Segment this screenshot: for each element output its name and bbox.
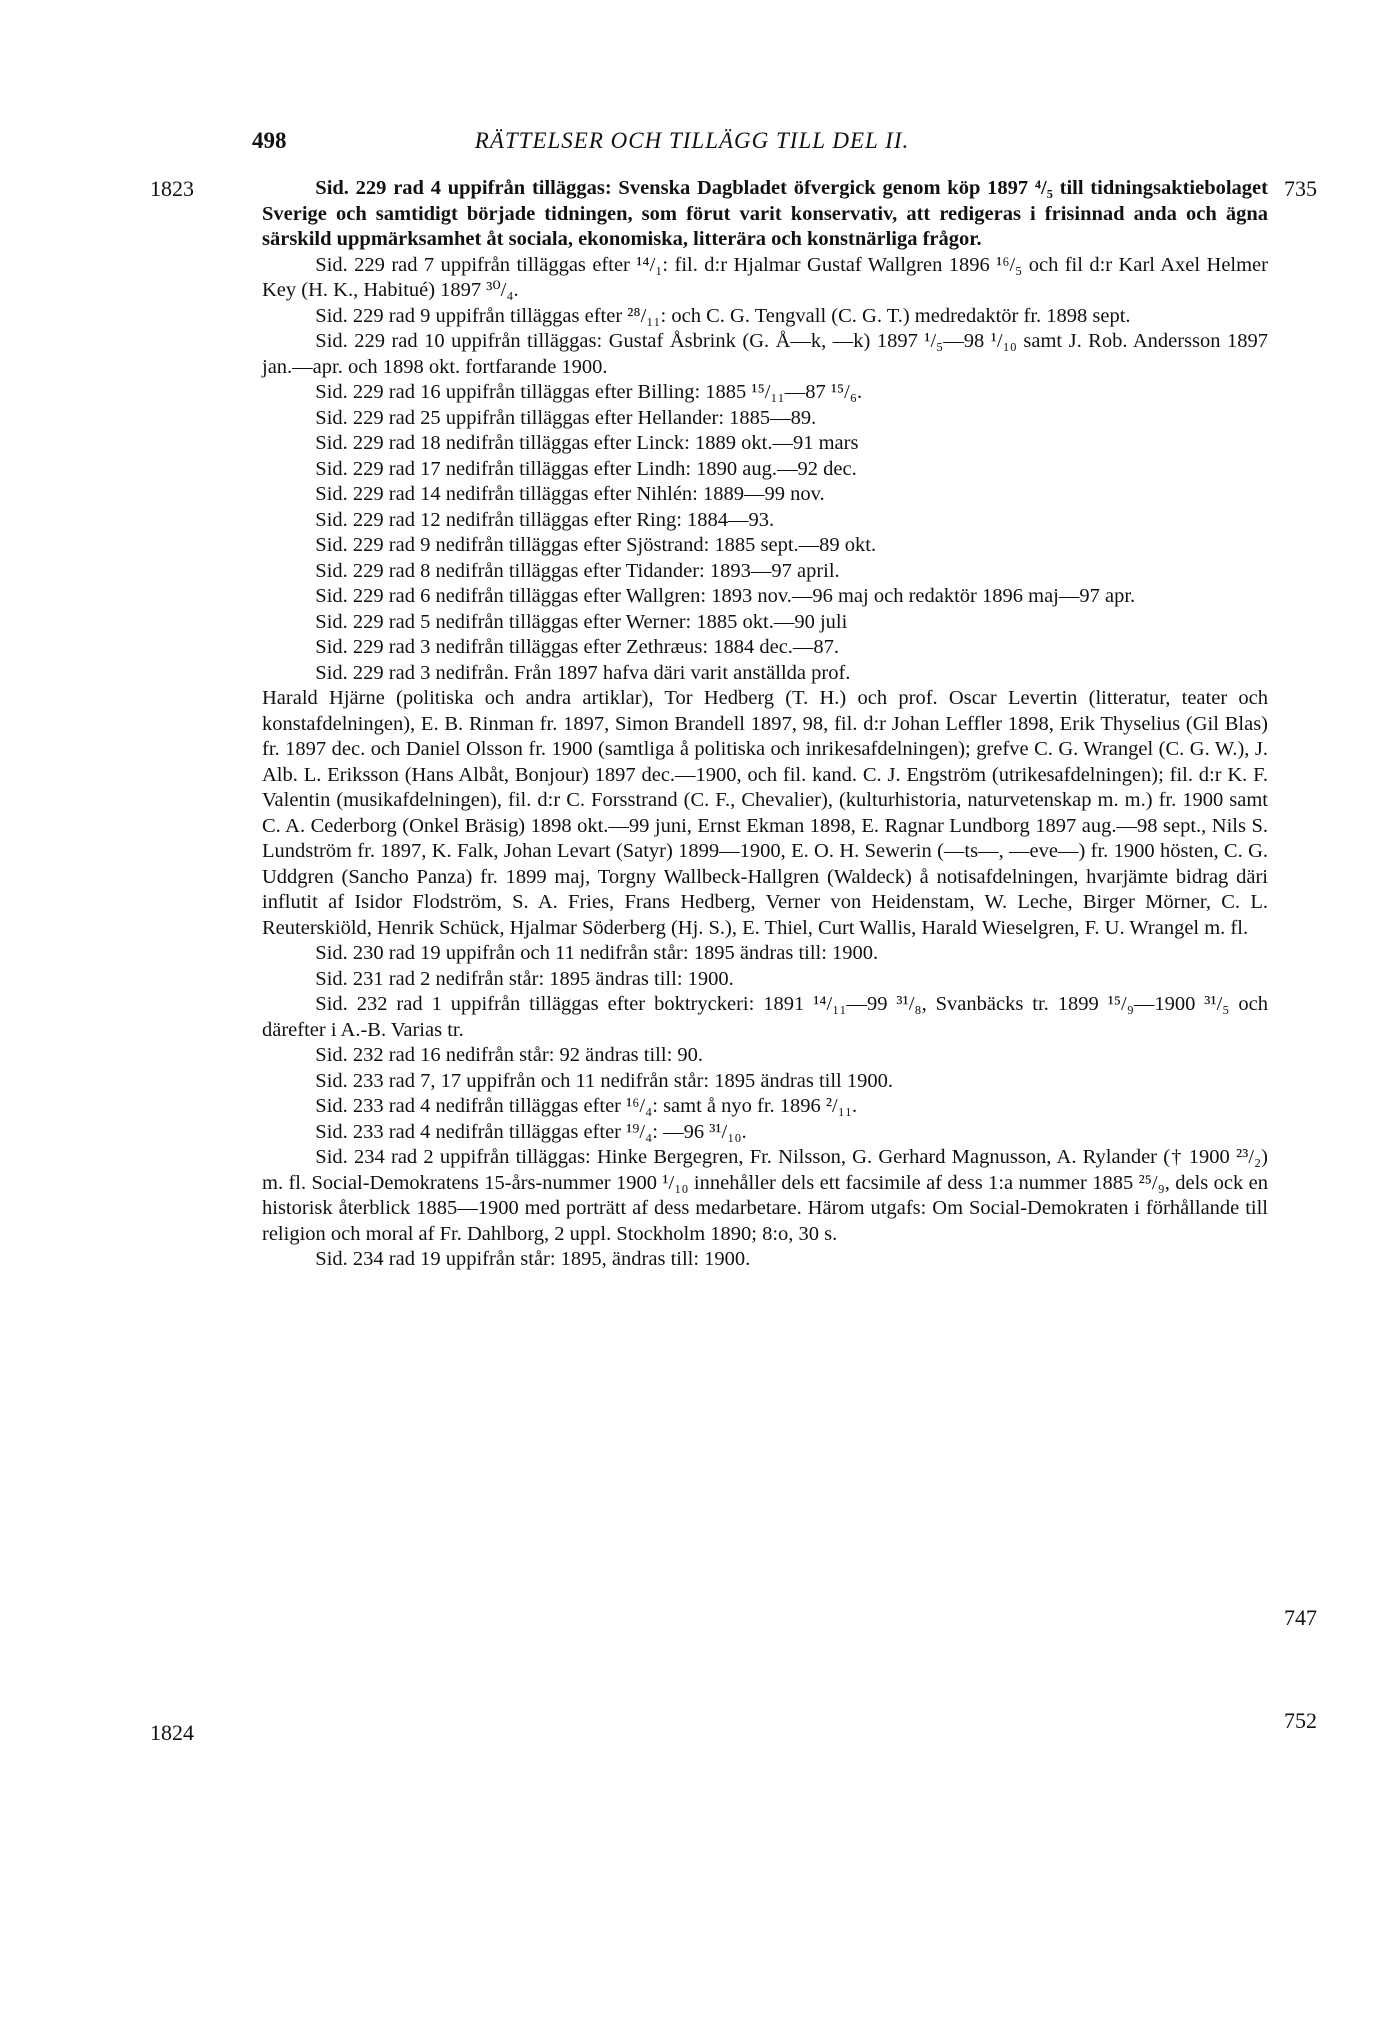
paragraph: Sid. 229 rad 16 uppifrån tilläggas efter Billing: 1885 ¹⁵/₁₁—87 ¹⁵/₆. <box>315 381 863 403</box>
paragraph: Sid. 232 rad 1 uppifrån tilläggas efter boktryckeri: 1891 ¹⁴/₁₁—99 ³¹/₈, Svanbäcks tr. 1899 ¹⁵/₉—1900 ³¹/₅ och därefter i A.-B. Varias tr. <box>262 993 1268 1041</box>
paragraph: Sid. 229 rad 10 uppifrån tilläggas: Gustaf Åsbrink (G. Å—k, —k) 1897 ¹/₅—98 ¹/₁₀ samt J. Rob. Andersson 1897 jan.—apr. och 1898 okt. fortfarande 1900. <box>262 330 1268 378</box>
paragraph: Sid. 229 rad 3 nedifrån. Från 1897 hafva däri varit anställda prof. <box>315 661 851 684</box>
paragraph: Sid. 233 rad 4 nedifrån tilläggas efter ¹⁹/₄: —96 ³¹/₁₀. <box>315 1120 747 1143</box>
page-number: 498 <box>252 128 287 153</box>
margin-year-1824: 1824 <box>150 1720 194 1745</box>
running-title: RÄTTELSER OCH TILLÄGG TILL DEL II. <box>474 128 910 153</box>
paragraph: Sid. 234 rad 2 uppifrån tilläggas: Hinke Bergegren, Fr. Nilsson, G. Gerhard Magnusson, A. Rylander († 1900 ²³/₂) m. fl. Social-Demokratens 15-års-nummer 1900 ¹/₁₀ innehåller dels ett facsimile af dess 1:a nummer 1885 ²⁵/₉, dels ock en historisk återblick 1885—1900 med porträtt af dess medarbetare. Härom utgafs: Om Social-Demokraten i förhållande till religion och moral af Fr. Dahlborg, 2 uppl. Stockholm 1890; 8:o, 30 s. <box>262 1146 1268 1245</box>
paragraph: Sid. 231 rad 2 nedifrån står: 1895 ändras till: 1900. <box>315 967 734 990</box>
paragraph: Sid. 229 rad 12 nedifrån tilläggas efter Ring: 1884—93. <box>315 508 775 531</box>
paragraph: Sid. 229 rad 9 nedifrån tilläggas efter Sjöstrand: 1885 sept.—89 okt. <box>315 534 877 556</box>
paragraph: Sid. 229 rad 7 uppifrån tilläggas efter ¹⁴/₁: fil. d:r Hjalmar Gustaf Wallgren 1896 ¹⁶/₅ och fil d:r Karl Axel Helmer Key (H. K., Habitué) 1897 ³⁰/₄. <box>262 253 1268 301</box>
running-head <box>252 128 1132 162</box>
paragraph: Sid. 229 rad 25 uppifrån tilläggas efter Hellander: 1885—89. <box>315 406 817 429</box>
paragraph: Sid. 229 rad 9 uppifrån tilläggas efter ²⁸/₁₁: och C. G. Tengvall (C. G. T.) medredaktör fr. 1898 sept. <box>315 304 1131 327</box>
paragraph: Sid. 229 rad 5 nedifrån tilläggas efter Werner: 1885 okt.—90 juli <box>315 610 848 633</box>
margin-column-747: 747 <box>1284 1605 1317 1630</box>
paragraph: Sid. 229 rad 14 nedifrån tilläggas efter Nihlén: 1889—99 nov. <box>315 483 825 505</box>
paragraph: Sid. 233 rad 4 nedifrån tilläggas efter ¹⁶/₄: samt å nyo fr. 1896 ²/₁₁. <box>315 1095 858 1117</box>
body-text <box>262 176 1268 1273</box>
margin-column-735: 735 <box>1284 176 1317 201</box>
paragraph: Sid. 229 rad 6 nedifrån tilläggas efter Wallgren: 1893 nov.—96 maj och redaktör 1896 maj—97 apr. <box>315 585 1136 607</box>
paragraph: Sid. 233 rad 7, 17 uppifrån och 11 nedifrån står: 1895 ändras till 1900. <box>315 1069 893 1092</box>
paragraph: Sid. 229 rad 18 nedifrån tilläggas efter Linck: 1889 okt.—91 mars <box>315 432 859 454</box>
paragraph: Sid. 229 rad 3 nedifrån tilläggas efter Zethræus: 1884 dec.—87. <box>315 636 840 658</box>
paragraph: Sid. 229 rad 17 nedifrån tilläggas efter Lindh: 1890 aug.—92 dec. <box>315 457 857 480</box>
paragraph: Sid. 230 rad 19 uppifrån och 11 nedifrån står: 1895 ändras till: 1900. <box>315 942 879 964</box>
paragraph: Sid. 229 rad 8 nedifrån tilläggas efter Tidander: 1893—97 april. <box>315 559 840 582</box>
paragraph: Sid. 232 rad 16 nedifrån står: 92 ändras till: 90. <box>315 1044 704 1066</box>
paragraph: Harald Hjärne (politiska och andra artiklar), Tor Hedberg (T. H.) och prof. Oscar Levertin (litteratur, teater och konstafdelningen), E. B. Rinman fr. 1897, Simon Brandell 1897, 98, fil. d:r Johan Leffler 1898, Erik Thyselius (Gil Blas) fr. 1897 dec. och Daniel Olsson fr. 1900 (samtliga å politiska och inrikesafdelningen); grefve C. G. Wrangel (C. G. W.), J. Alb. L. Eriksson (Hans Albåt, Bonjour) 1897 dec.—1900, och fil. kand. C. J. Engström (utrikesafdelningen); fil. d:r K. F. Valentin (musikafdelningen), fil. d:r C. Forsstrand (C. F., Chevalier), (kulturhistoria, naturvetenskap m. m.) fr. 1900 samt C. A. Cederborg (Onkel Bräsig) 1898 okt.—99 juni, Ernst Ekman 1898, E. Ragnar Lundborg 1897 aug.—98 sept., Nils S. Lundström fr. 1897, K. Falk, Johan Levart (Satyr) 1899—1900, E. O. H. Sewerin (—ts—, —eve—) fr. 1900 hösten, C. G. Uddgren (Sancho Panza) fr. 1899 maj, Torgny Wallbeck-Hallgren (Waldeck) å notisafdelningen, hvarjämte bidrag däri influtit af Isidor Flodström, S. A. Fries, Frans Hedberg, Verner von Heidenstam, W. Leche, Birger Mörner, C. L. Reuterskiöld, Henrik Schück, Hjalmar Söderberg (Hj. S.), E. Thiel, Curt Wallis, Harald Wieselgren, F. U. Wrangel m. fl. <box>262 687 1268 939</box>
margin-year-1823: 1823 <box>150 176 194 201</box>
margin-column-752: 752 <box>1284 1708 1317 1733</box>
paragraph: Sid. 234 rad 19 uppifrån står: 1895, ändras till: 1900. <box>315 1248 751 1270</box>
paragraph: Sid. 229 rad 4 uppifrån tilläggas: Svenska Dagbladet öfvergick genom köp 1897 ⁴/₅ till tidningsaktiebolaget Sverige och samtidigt började tidningen, som förut varit konservativ, att redigeras i frisinnad anda och ägna särskild uppmärksamhet åt sociala, ekonomiska, litterära och konstnärliga frågor. <box>262 177 1268 250</box>
